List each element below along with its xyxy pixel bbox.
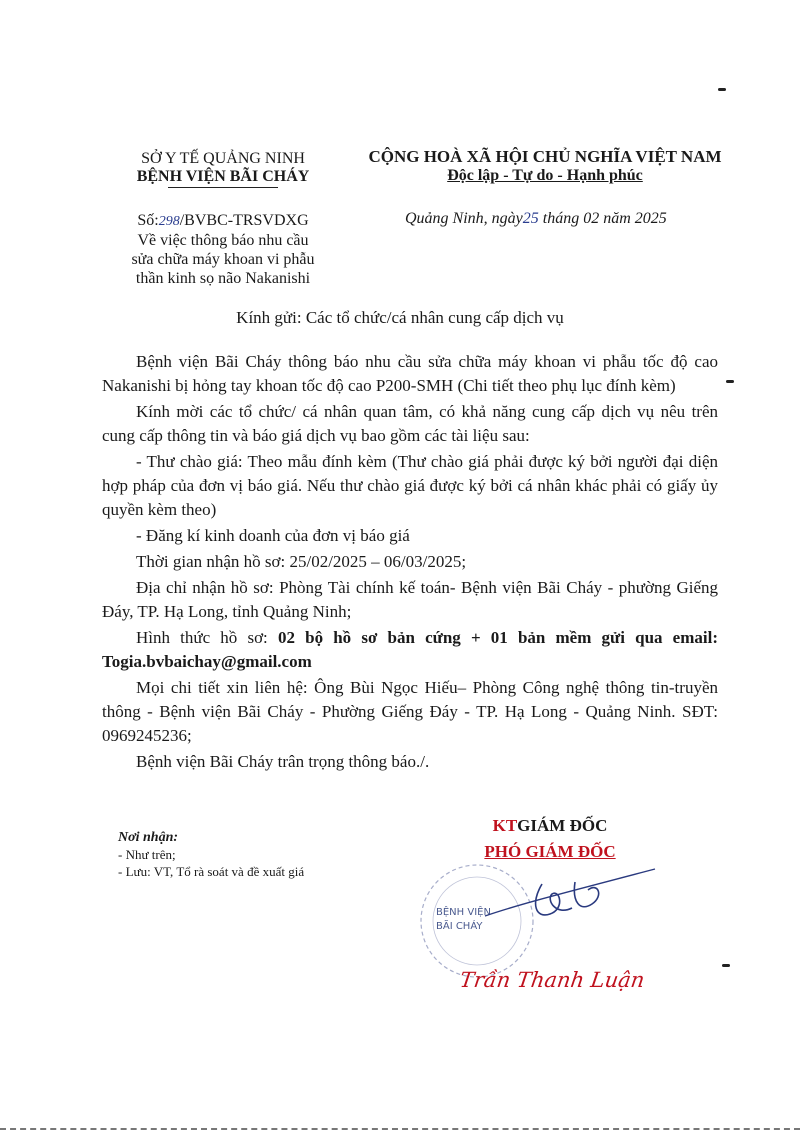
doc-number-handwritten: 298 xyxy=(158,214,180,229)
doc-number xyxy=(118,211,328,231)
recipient-line: Kính gửi: Các tổ chức/cá nhân cung cấp dịch vụ xyxy=(236,308,564,327)
doc-ref-block xyxy=(118,211,328,288)
header-right xyxy=(355,147,735,185)
scan-mark xyxy=(718,88,726,91)
contact-email: Togia.bvbaichay@gmail.com xyxy=(102,652,312,671)
scan-mark xyxy=(722,964,730,967)
subject-line-1: Về việc thông báo nhu cầu xyxy=(137,232,309,249)
signature-scribble-icon xyxy=(480,864,670,934)
date-prefix: Quảng Ninh, ngày xyxy=(405,210,523,227)
paragraph-7 xyxy=(102,626,718,674)
date-suffix: tháng 02 năm 2025 xyxy=(538,210,667,227)
submission-form-label: Hình thức hồ sơ: xyxy=(136,628,278,647)
subject-line-3: thần kinh sọ não Nakanishi xyxy=(135,270,311,287)
motto xyxy=(355,167,735,185)
paragraph-1: Bệnh viện Bãi Cháy thông báo nhu cầu sửa chữa máy khoan vi phẫu tốc độ cao Nakanishi bị hỏng tay khoan tốc độ cao P200-SMH (Chi tiết theo phụ lục đính kèm) xyxy=(102,352,718,395)
issue-date xyxy=(405,210,735,228)
scan-mark xyxy=(726,380,734,383)
stamp-line-1: BỆNH VIỆN xyxy=(436,907,491,918)
signature-title-main: GIÁM ĐỐC xyxy=(517,816,608,835)
header-left-rule xyxy=(168,187,278,188)
signature-subtitle: PHÓ GIÁM ĐỐC xyxy=(484,842,616,861)
paragraph-2: Kính mời các tổ chức/ cá nhân quan tâm, có khả năng cung cấp dịch vụ nêu trên cung cấp thông tin và báo giá dịch vụ bao gồm các tài liệu sau: xyxy=(102,402,718,445)
recipients-block xyxy=(118,830,318,880)
doc-number-prefix: Số: xyxy=(137,212,159,229)
ministry-name: SỞ Y TẾ QUẢNG NINH xyxy=(141,150,305,167)
header-left xyxy=(118,150,328,188)
date-day-handwritten: 25 xyxy=(522,210,539,227)
signature-title-prefix: KT xyxy=(492,816,518,835)
signer-name: Trần Thanh Luận xyxy=(458,968,647,992)
signature-block xyxy=(420,816,680,1006)
stamp-line-2: BÃI CHÁY xyxy=(436,921,483,932)
submission-form-detail: 02 bộ hồ sơ bản cứng + 01 bản mềm gửi qua email: xyxy=(277,628,719,647)
paragraph-9: Bệnh viện Bãi Cháy trân trọng thông báo./. xyxy=(136,752,430,771)
paragraph-6: Địa chỉ nhận hồ sơ: Phòng Tài chính kế toán- Bệnh viện Bãi Cháy - phường Giếng Đáy, TP. Hạ Long, tỉnh Quảng Ninh; xyxy=(102,578,718,621)
recipient-item-2: - Lưu: VT, Tổ rà soát và đề xuất giá xyxy=(118,864,305,879)
paragraph-8: Mọi chi tiết xin liên hệ: Ông Bùi Ngọc Hiếu– Phòng Công nghệ thông tin-truyền thông - Bệnh viện Bãi Cháy - Phường Giếng Đáy - TP. Hạ Long - Quảng Ninh. SĐT: 0969245236; xyxy=(102,678,718,745)
paragraph-4: - Đăng kí kinh doanh của đơn vị báo giá xyxy=(136,526,410,545)
doc-number-suffix: /BVBC-TRSVDXG xyxy=(179,212,309,229)
scan-edge-line xyxy=(0,1128,800,1132)
signature-title xyxy=(420,816,680,836)
motto-text: Độc lập - Tự do - Hạnh phúc xyxy=(447,167,643,184)
paragraph-5: Thời gian nhận hồ sơ: 25/02/2025 – 06/03/2025; xyxy=(136,552,467,571)
recipient-item-1: - Như trên; xyxy=(118,847,176,862)
paragraph-3: - Thư chào giá: Theo mẫu đính kèm (Thư chào giá phải được ký bởi người đại diện hợp pháp của đơn vị báo giá. Nếu thư chào giá được ký bởi cá nhân khác phải có giấy ủy quyền kèm theo) xyxy=(102,452,718,519)
body xyxy=(102,350,718,774)
recipients-title: Nơi nhận: xyxy=(118,830,179,845)
country-name: CỘNG HOÀ XÃ HỘI CHỦ NGHĨA VIỆT NAM xyxy=(368,147,722,166)
subject-line-2: sửa chữa máy khoan vi phẫu xyxy=(131,251,315,268)
hospital-name: BỆNH VIỆN BÃI CHÁY xyxy=(136,168,310,185)
